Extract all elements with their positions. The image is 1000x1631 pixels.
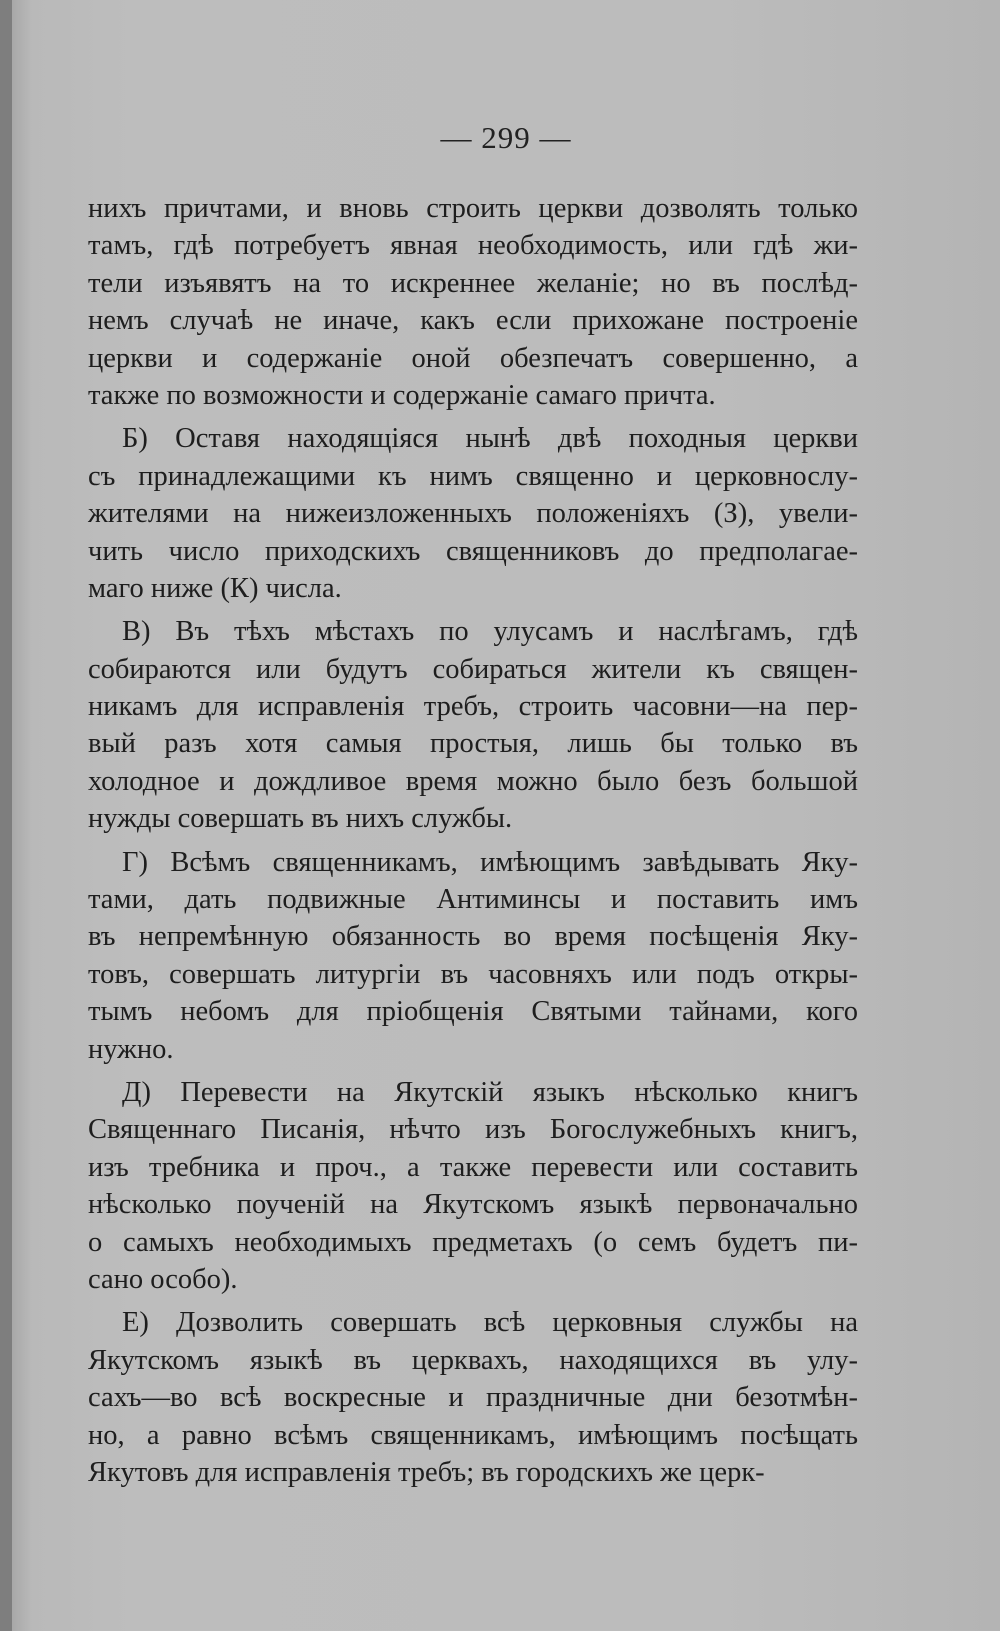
text-line: холодное и дождливое время можно было безъ большой xyxy=(88,765,858,797)
text-line: собираются или будутъ собираться жители къ священ- xyxy=(88,653,858,685)
text-line: нужды совершать въ нихъ службы. xyxy=(88,803,513,835)
text-line: тымъ небомъ для пріобщенія Святыми тайнами, кого xyxy=(88,996,858,1028)
paragraph-intro xyxy=(88,190,858,414)
text-line: сахъ—во всѣ воскресные и праздничные дни безотмѣн- xyxy=(88,1382,858,1414)
text-line: нѣсколько поученій на Якутскомъ языкѣ первоначально xyxy=(88,1189,858,1221)
text-line: Священнаго Писанія, нѣчто изъ Богослужебныхъ книгъ, xyxy=(88,1114,858,1146)
book-page xyxy=(12,0,1000,1631)
text-line: вый разъ хотя самыя простыя, лишь бы только въ xyxy=(88,728,858,760)
text-line: нихъ причтами, и вновь строить церкви дозволять только xyxy=(88,193,858,224)
text-line: изъ требника и проч., а также перевести или составить xyxy=(88,1151,858,1183)
page-text xyxy=(88,190,858,1491)
text-line: сано особо). xyxy=(88,1263,238,1295)
paragraph-d xyxy=(88,1074,858,1298)
text-line: В) Въ тѣхъ мѣстахъ по улусамъ и наслѣгамъ, гдѣ xyxy=(122,616,858,648)
text-line: Якутскомъ языкѣ въ церквахъ, находящихся въ улу- xyxy=(88,1344,858,1376)
text-line: церкви и содержаніе оной обезпечатъ совершенно, а xyxy=(88,342,858,374)
text-line: Е) Дозволить совершать всѣ церковныя службы на xyxy=(122,1307,858,1339)
text-line: Д) Перевести на Якутскій языкъ нѣсколько книгъ xyxy=(122,1076,858,1108)
text-line: тамъ, гдѣ потребуетъ явная необходимость, или гдѣ жи- xyxy=(88,230,858,262)
text-line: Г) Всѣмъ священникамъ, имѣющимъ завѣдывать Яку- xyxy=(122,846,858,878)
text-line: нужно. xyxy=(88,1033,174,1065)
text-line: чить число приходскихъ священниковъ до предполагае- xyxy=(88,535,858,567)
text-line: маго ниже (К) числа. xyxy=(88,572,342,604)
page-number: — 299 — xyxy=(440,120,572,155)
paragraph-b xyxy=(88,420,858,607)
paragraph-g xyxy=(88,844,858,1068)
text-line: никамъ для исправленія требъ, строить часовни—на пер- xyxy=(88,691,858,723)
text-line: Б) Оставя находящіяся нынѣ двѣ походныя церкви xyxy=(122,423,858,455)
text-line: тами, дать подвижные Антиминсы и поставить имъ xyxy=(88,884,858,916)
paragraph-v xyxy=(88,613,858,837)
text-line: Якутовъ для исправленія требъ; въ городскихъ же церк- xyxy=(88,1456,765,1488)
text-line: немъ случаѣ не иначе, какъ если прихожане построеніе xyxy=(88,305,858,337)
paragraph-e xyxy=(88,1304,858,1491)
text-line: товъ, совершать литургіи въ часовняхъ или подъ откры- xyxy=(88,958,858,990)
text-line: жителями на нижеизложенныхъ положеніяхъ (З), увели- xyxy=(88,498,858,530)
text-line: въ непремѣнную обязанность во время посѣщенія Яку- xyxy=(88,921,858,953)
text-line: съ принадлежащими къ нимъ священно и церковнослу- xyxy=(88,460,858,492)
text-line: о самыхъ необходимыхъ предметахъ (о семъ будетъ пи- xyxy=(88,1226,858,1258)
text-line: но, а равно всѣмъ священникамъ, имѣющимъ посѣщать xyxy=(88,1419,858,1451)
text-line: тели изъявятъ на то искреннее желаніе; но въ послѣд- xyxy=(88,267,858,299)
text-line: также по возможности и содержаніе самаго причта. xyxy=(88,379,716,411)
